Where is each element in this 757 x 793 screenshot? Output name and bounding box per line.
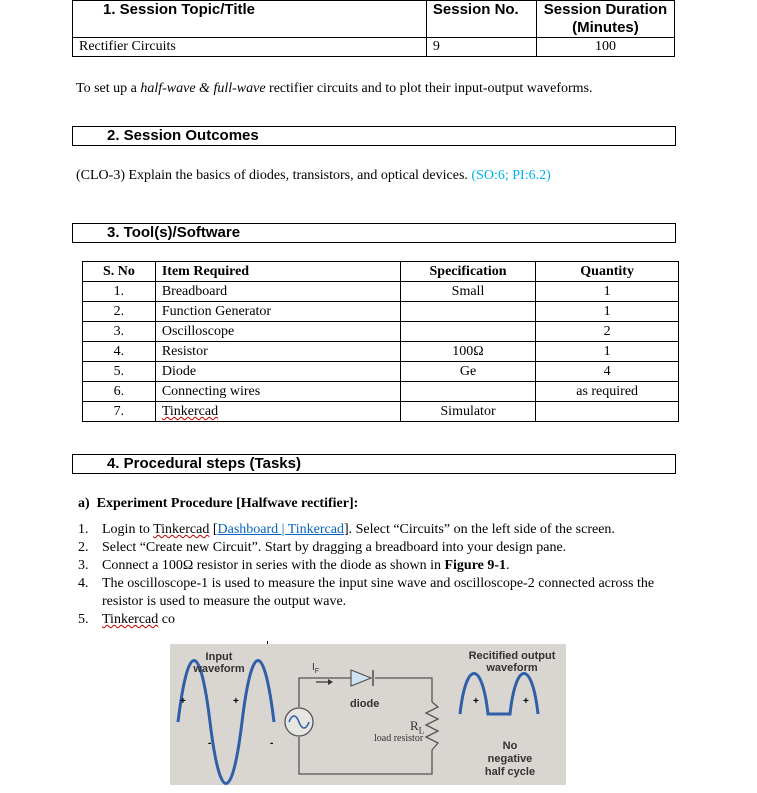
header-topic: 1. Session Topic/Title (73, 1, 427, 38)
table-row: 4. Resistor 100Ω 1 (83, 342, 679, 362)
session-info-table (72, 0, 675, 57)
current-label: $I_F$ (312, 662, 320, 675)
value-session-no: 9 (426, 38, 536, 57)
col-sno: S. No (83, 262, 156, 282)
plus-sign: + (180, 696, 186, 707)
col-item: Item Required (155, 262, 400, 282)
list-item: 2. Select “Create new Circuit”. Start by dragging a breadboard into your design pane. (78, 540, 567, 555)
col-qty: Quantity (536, 262, 679, 282)
section-tools-heading: 3. Tool(s)/Software (72, 223, 676, 243)
tinkercad-text: Tinkercad (153, 522, 210, 537)
resistor-icon (426, 702, 438, 750)
plus-sign: + (523, 696, 529, 707)
table-row: 7. Tinkercad Simulator (83, 402, 679, 422)
value-duration: 100 (536, 38, 674, 57)
header-session-no: Session No. (426, 1, 536, 38)
plus-sign: + (233, 696, 239, 707)
diode-icon (351, 670, 371, 686)
dashboard-link[interactable]: Dashboard | Tinkercad (217, 522, 344, 537)
value-topic: Rectifier Circuits (73, 38, 427, 57)
plus-sign: + (473, 696, 479, 707)
list-item: 5. Tinkercad co (78, 612, 175, 627)
outcomes-ref: (SO:6; PI:6.2) (471, 168, 551, 183)
table-row: 3. Oscilloscope 2 (83, 322, 679, 342)
table-row: 6. Connecting wires as required (83, 382, 679, 402)
section-procedure-heading: 4. Procedural steps (Tasks) (72, 454, 676, 474)
input-sine-wave (178, 661, 274, 784)
minus-sign: - (270, 738, 274, 749)
procedure-subheading: a) Experiment Procedure [Halfwave rectifier]: (78, 496, 359, 511)
col-spec: Specification (400, 262, 536, 282)
table-row: 2. Function Generator 1 (83, 302, 679, 322)
objective-text: To set up a half-wave & full-wave rectifier circuits and to plot their input-output waveforms. (76, 81, 593, 96)
list-item: 1. Login to Tinkercad [Dashboard | Tinkercad]. Select “Circuits” on the left side of the screen. (78, 522, 615, 537)
output-waveform-label: Recitified output waveform (468, 650, 556, 674)
table-row: 5. Diode Ge 4 (83, 362, 679, 382)
outcomes-text: (CLO-3) Explain the basics of diodes, transistors, and optical devices. (SO:6; PI:6.2) (76, 168, 551, 183)
header-duration: Session Duration (Minutes) (536, 1, 674, 38)
list-item: 4. The oscilloscope-1 is used to measure the input sine wave and oscilloscope-2 connected across the resistor is used to measure the output wave. (78, 576, 655, 609)
minus-sign: - (208, 738, 212, 749)
input-waveform-label: Input waveform (193, 651, 245, 675)
list-item: 3. Connect a 100Ω resistor in series with the diode as shown in Figure 9-1. (78, 558, 510, 573)
procedure-steps (78, 521, 678, 629)
tools-table (82, 261, 679, 422)
output-half-wave (460, 674, 538, 715)
halfwave-figure (170, 644, 566, 785)
diode-label: diode (350, 698, 380, 710)
no-negative-label: No negative half cycle (484, 740, 536, 778)
table-row: 1. Breadboard Small 1 (83, 282, 679, 302)
section-outcomes-heading: 2. Session Outcomes (72, 126, 676, 146)
rl-label: $R_L$ (410, 718, 425, 736)
load-resistor-label: load resistor (374, 733, 424, 744)
